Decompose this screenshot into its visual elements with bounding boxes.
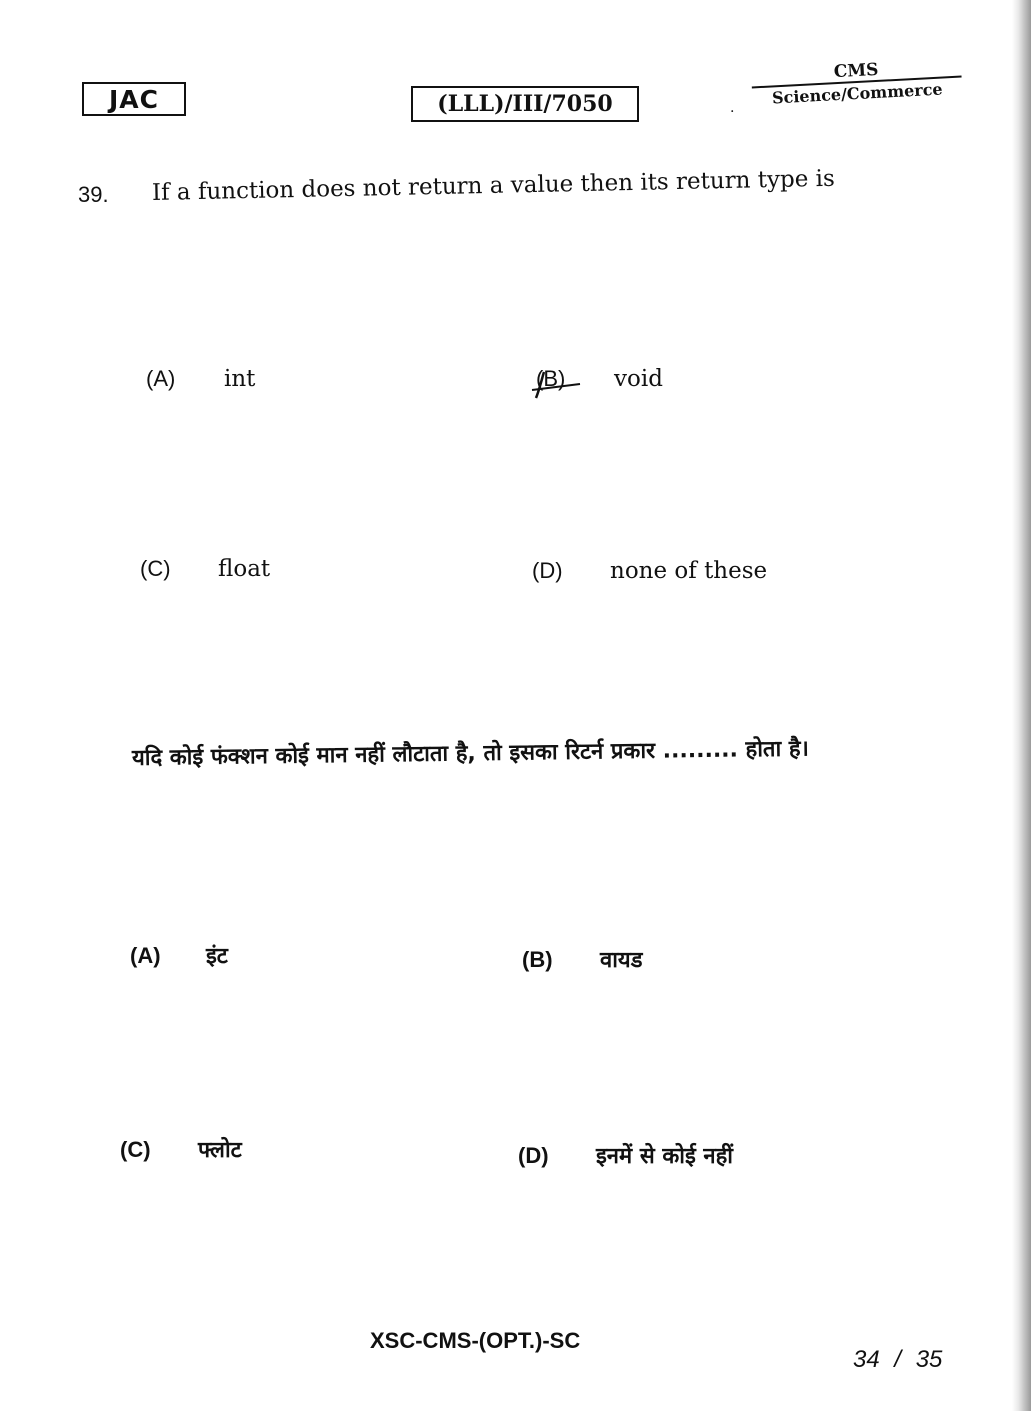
option-text: इंट	[206, 944, 228, 969]
subject-top: CMS	[833, 59, 879, 83]
option-text: वायड	[600, 948, 643, 973]
option-b-hi	[522, 944, 642, 974]
option-b-en	[536, 366, 663, 392]
subject-bottom: Science/Commerce	[771, 79, 944, 108]
option-text: int	[224, 366, 256, 392]
option-text: float	[218, 556, 271, 582]
option-text: void	[614, 366, 663, 392]
question-text-hi: यदि कोई फंक्शन कोई मान नहीं लौटाता है, तो इसका रिटर्न प्रकार ......... होता है।	[131, 736, 810, 771]
option-d-hi	[518, 1140, 733, 1170]
option-text: फ्लोट	[198, 1138, 242, 1163]
stray-dot: .	[730, 100, 735, 116]
page-number: 34 / 35	[853, 1346, 943, 1373]
option-c-en	[140, 556, 270, 582]
paper-code: (LLL)/III/7050	[411, 86, 639, 122]
board-label: JAC	[82, 82, 186, 116]
option-label: (B)	[522, 947, 553, 972]
option-label: (D)	[532, 558, 563, 583]
question-number: 39.	[78, 182, 109, 207]
scan-edge-shadow	[1012, 0, 1031, 1411]
option-label: (C)	[140, 556, 171, 581]
subject-stamp	[751, 57, 963, 120]
option-label: (C)	[120, 1137, 151, 1162]
option-c-hi	[120, 1134, 242, 1164]
option-label: (A)	[146, 366, 176, 391]
option-d-en	[532, 558, 767, 584]
question-text-en: If a function does not return a value then its return type is	[151, 165, 836, 206]
option-text: none of these	[610, 558, 768, 584]
option-label: (B)	[536, 366, 566, 391]
option-a-hi	[130, 940, 228, 970]
option-label: (A)	[130, 943, 161, 968]
option-label: (D)	[518, 1143, 549, 1168]
series-code: XSC-CMS-(OPT.)-SC	[370, 1328, 581, 1353]
option-a-en	[146, 366, 255, 392]
option-text: इनमें से कोई नहीं	[596, 1144, 734, 1169]
